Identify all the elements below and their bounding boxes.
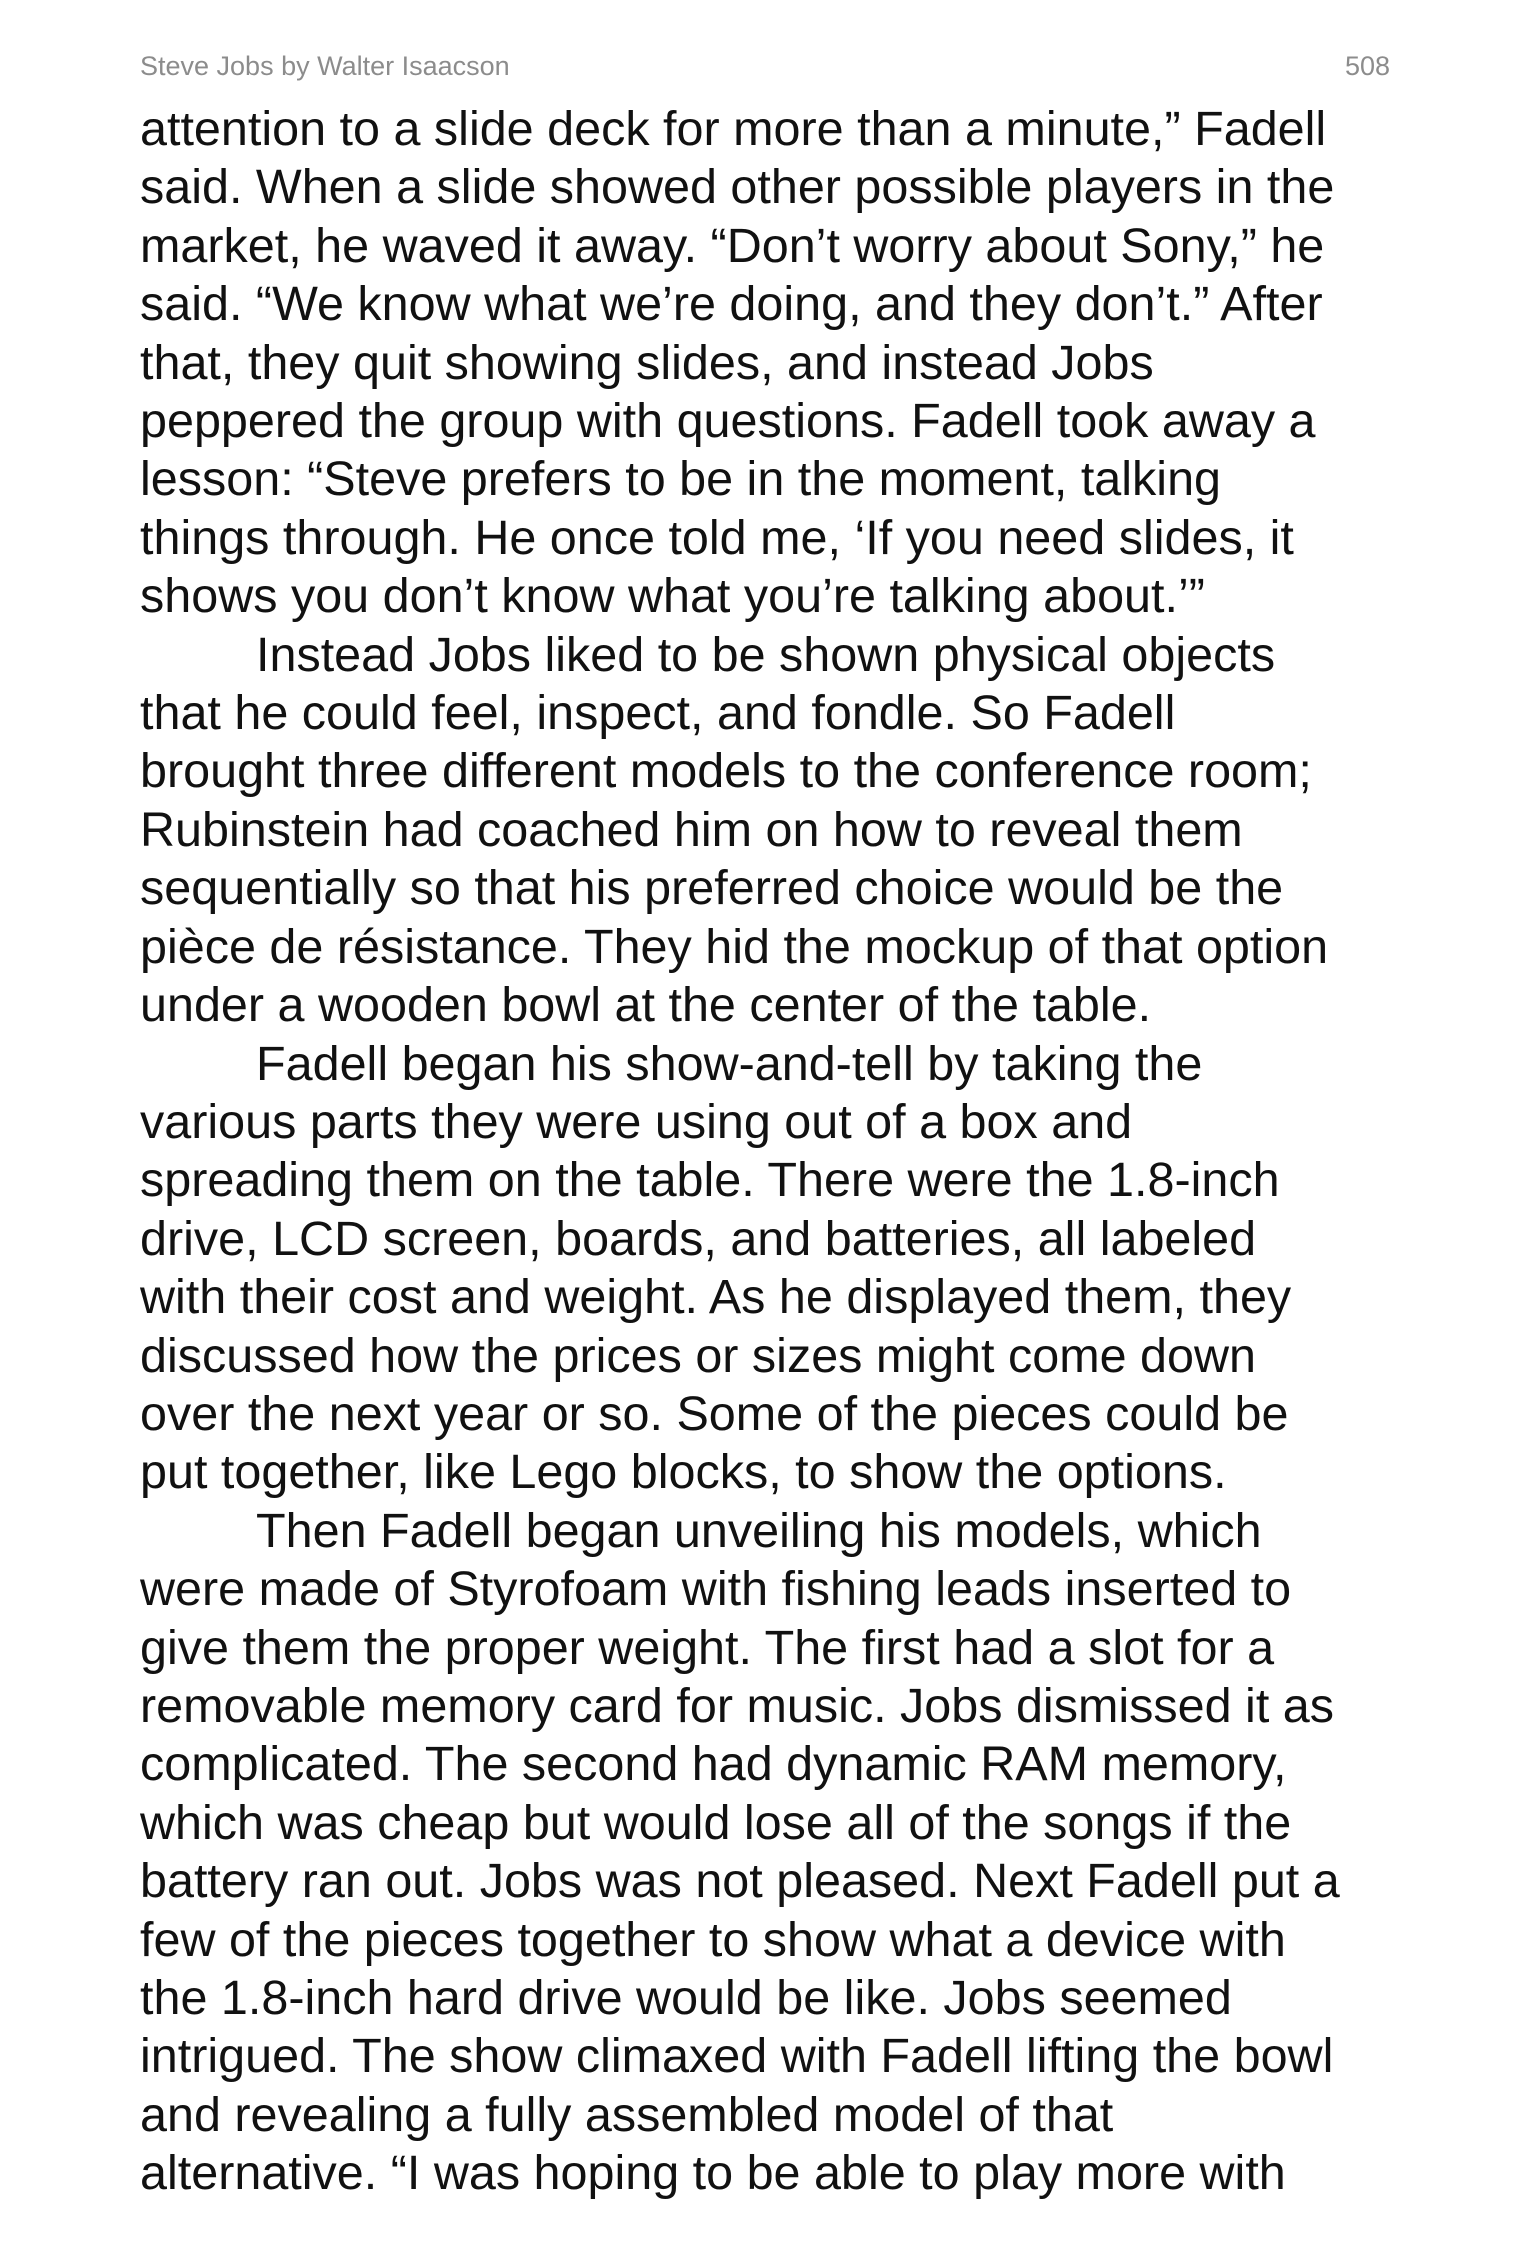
body-text bbox=[140, 100, 1410, 2203]
text-line: over the next year or so. Some of the pieces could be bbox=[140, 1386, 1289, 1441]
paragraph-first-line: Fadell began his show-and-tell by taking the bbox=[256, 1036, 1203, 1091]
text-line: brought three different models to the conference room; bbox=[140, 744, 1312, 799]
page-number: 508 bbox=[1344, 50, 1390, 81]
running-title: Steve Jobs by Walter Isaacson bbox=[140, 50, 510, 81]
text-line: sequentially so that his preferred choice would be the bbox=[140, 861, 1284, 916]
text-line: peppered the group with questions. Fadell took away a bbox=[140, 394, 1316, 449]
page-header bbox=[140, 48, 1390, 84]
text-line: under a wooden bowl at the center of the table. bbox=[140, 978, 1152, 1033]
text-line: the 1.8-inch hard drive would be like. Jobs seemed bbox=[140, 1971, 1232, 2025]
text-line: alternative. “I was hoping to be able to play more with bbox=[140, 2146, 1286, 2201]
text-line: attention to a slide deck for more than a minute,” Fadell bbox=[140, 102, 1327, 156]
text-line: few of the pieces together to show what a device with bbox=[140, 1912, 1286, 1967]
text-line: and revealing a fully assembled model of that bbox=[140, 2087, 1114, 2142]
paragraph-first-line: Then Fadell began unveiling his models, which bbox=[256, 1503, 1262, 1558]
text-line: were made of Styrofoam with fishing leads inserted to bbox=[140, 1562, 1292, 1617]
text-line: that, they quit showing slides, and instead Jobs bbox=[140, 335, 1154, 390]
text-line: with their cost and weight. As he displayed them, they bbox=[140, 1270, 1292, 1325]
text-line: drive, LCD screen, boards, and batteries, all labeled bbox=[140, 1211, 1257, 1266]
text-line: said. When a slide showed other possible players in the bbox=[140, 160, 1335, 215]
text-line: things through. He once told me, ‘If you need slides, it bbox=[140, 510, 1294, 565]
text-line: market, he waved it away. “Don’t worry about Sony,” he bbox=[140, 218, 1325, 273]
text-line: discussed how the prices or sizes might come down bbox=[140, 1328, 1256, 1383]
text-line: said. “We know what we’re doing, and they don’t.” After bbox=[140, 277, 1323, 332]
text-line: removable memory card for music. Jobs dismissed it as bbox=[140, 1678, 1335, 1733]
text-line: lesson: “Steve prefers to be in the moment, talking bbox=[140, 452, 1222, 507]
text-line: intrigued. The show climaxed with Fadell lifting the bowl bbox=[140, 2029, 1334, 2084]
text-line: put together, like Lego blocks, to show the options. bbox=[140, 1445, 1227, 1500]
text-line: spreading them on the table. There were the 1.8-inch bbox=[140, 1153, 1280, 1208]
text-line: Rubinstein had coached him on how to reveal them bbox=[140, 802, 1243, 857]
paragraph-first-line: Instead Jobs liked to be shown physical objects bbox=[256, 627, 1276, 682]
text-line: shows you don’t know what you’re talking about.’” bbox=[140, 569, 1205, 624]
text-line: various parts they were using out of a box and bbox=[140, 1094, 1133, 1149]
text-line: battery ran out. Jobs was not pleased. Next Fadell put a bbox=[140, 1854, 1340, 1909]
text-line: which was cheap but would lose all of the songs if the bbox=[140, 1795, 1292, 1850]
text-line: give them the proper weight. The first had a slot for a bbox=[140, 1620, 1275, 1675]
text-line: pièce de résistance. They hid the mockup of that option bbox=[140, 919, 1329, 974]
text-line: complicated. The second had dynamic RAM memory, bbox=[140, 1737, 1287, 1792]
text-line: that he could feel, inspect, and fondle. So Fadell bbox=[140, 686, 1176, 741]
